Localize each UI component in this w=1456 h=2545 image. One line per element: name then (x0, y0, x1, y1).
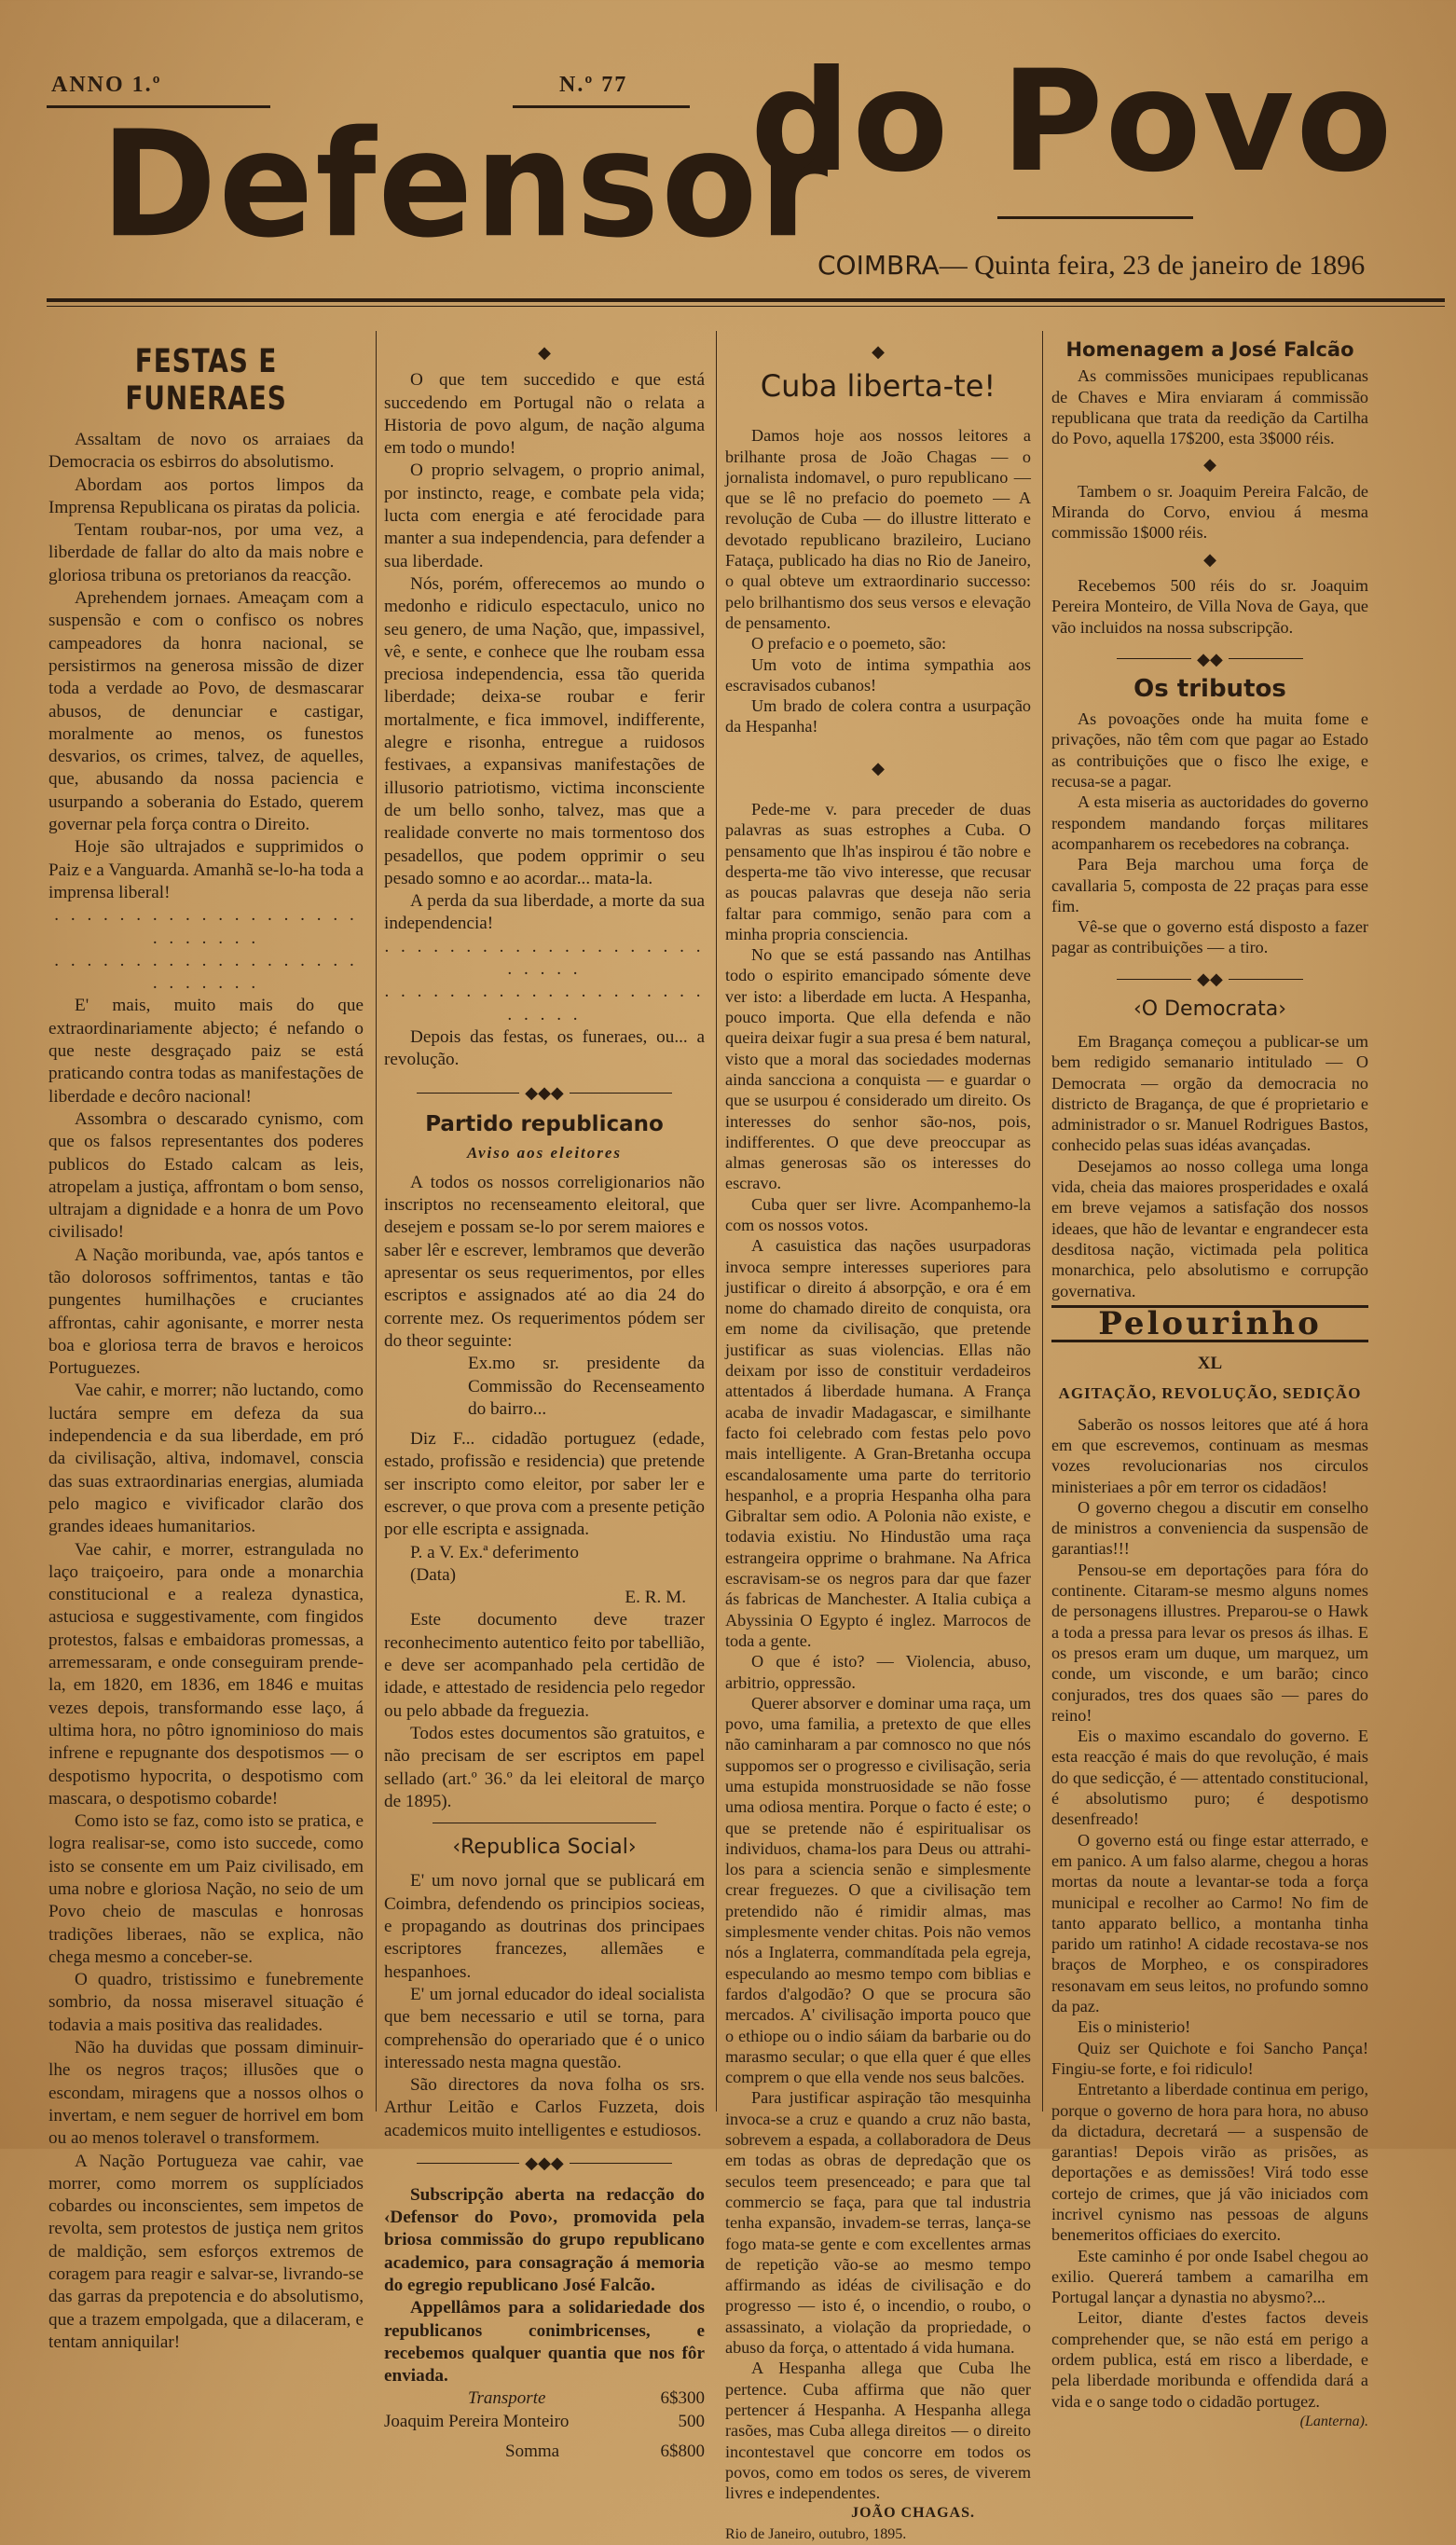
paragraph: Pensou-se em deportações para fóra do continente. Citaram-se mesmo alguns nomes de personagens illustres. Preparou-se o Hawk a toda a pressa para levar os presos ás ilhas. E os presos eram um duque, um marquez, um conde, um visconde, e um barão; cinco conjurados, tres dos quaes são — pares do reino! (1051, 1560, 1368, 1725)
article-headline: Cuba liberta-te! (760, 368, 996, 405)
ledger-amount: 6$800 (660, 2442, 705, 2461)
section-number: XL (1197, 1354, 1223, 1374)
article-headline: FESTAS E FUNERAES (125, 343, 287, 418)
paragraph: A Nação moribunda, vae, após tantos e tão dolorosos soffrimentos, tantas e tão pungentes humilhações e cruciantes affrontas, cahir agonisante, e morrer nesta boa e gloriosa terra de bravos e heroicos Portuguezes. (48, 1245, 364, 1379)
column-rule (1042, 331, 1043, 2112)
diamond-ornament: ◆ (1203, 455, 1216, 475)
paragraph: A Nação Portugueza vae cahir, vae morrer, como morrem os supplíciados cobardes ou inconscientes, sem impetos de revolta, sem protestos de justiça nem gritos de maldição, sem esforços extremos de coragem para reagir e salvar-se, livrando-se das garras da prepotencia e do absolutismo, que a trazem empolgada, que a dilaceram, e tentam anniquilar! (48, 2151, 364, 2352)
paragraph: Quiz ser Quichote e foi Sancho Pança! Fingiu-se forte, e foi ridiculo! (1051, 2038, 1368, 2078)
paragraph: E' um novo jornal que se publicará em Coimbra, defendendo os principios socieas, e propagando as doutrinas dos principaes escriptores francezes, allemães e hespanhoes. (384, 1871, 705, 1982)
issue-year: ANNO 1.º (51, 73, 162, 97)
ledger-label: Transporte (468, 2388, 546, 2409)
issue-number: N.º 77 (559, 73, 628, 97)
paragraph: Para justificar aspiração tão mesquinha invoca-se a cruz e quando a cruz não basta, sobrevem a espada, a collaboradora de Deus em todas as obras de depredação que os seculos teem presenceado; e para que tal commercio se faça, para que tal industria tenha expansão, invadem-se terras, lança-se fogo mata-se gente e com excellentes armas de repetição vão-se ao mesmo tempo affirmando as idéas de civilisação e do progresso — isto é, o incendio, o roubo, o assassinato, a violação da propriedade, o abuso da força, o attentado á vida humana. (725, 2088, 1031, 2358)
paragraph: Assombra o descarado cynismo, com que os falsos representantes dos poderes publicos do Estado calcam as leis, atropelam a justiça, affrontam o bom senso, ultrajam a dignidade e a honra de um Povo civilisado! (48, 1108, 364, 1243)
paragraph: Damos hoje aos nossos leitores a brilhante prosa de João Chagas — o jornalista indomavel, o puro republicano — que se lê no prefacio do poemeto — A revolução de Cuba — do illustre litterato e devotado republicano brazileiro, Luciano Fataça, publicado ha dias no Rio de Janeiro, o qual obteve um extraordinario successo: pelo brilhantismo dos seus versos e elevação de pensamento. (725, 426, 1031, 632)
column-rule (716, 331, 717, 2112)
masthead-title-left: Defensor (101, 100, 831, 271)
dateline-city: COIMBRA (817, 250, 940, 281)
paragraph: Este caminho é por onde Isabel chegou ao exilio. Quererá tambem a camarilha em Portugal lançar a dynastia no abysmo?... (1051, 2246, 1368, 2307)
paragraph: E' um jornal educador do ideal socialista que bem necessario e util se torna, para comprehensão do operariado que é o unico interessado nesta magna questão. (384, 1984, 705, 2072)
section-ornament: ◆◆ (1051, 647, 1368, 669)
paragraph: As commissões municipaes republicanas de Chaves e Mira enviaram á commissão republicana que trata da reedição da Cartilha do Povo, aquella 17$200, esta 3$000 réis. (1051, 366, 1368, 448)
form-body: Diz F... cidadão portuguez (edade, estado, profissão e residencia) que pretende ser inscripto como eleitor, por saber ler e escrever, o que prova com a presente petição por elle escripta e assignada. (384, 1429, 705, 1540)
paragraph: Não ha duvidas que possam diminuir-lhe os negros traços; illusões que o escondam, miragens que a nossos olhos o invertam, e nem seguer de horrivel em bom ou ao menos toleravel o transformem. (48, 2038, 364, 2149)
paragraph: A perda da sua liberdade, a morte da sua independencia! (384, 891, 705, 934)
section-title: ‹Republica Social› (452, 1836, 637, 1860)
article-headline: AGITAÇÃO, REVOLUÇÃO, SEDIÇÃO (1058, 1384, 1362, 1403)
ellipsis-divider: . . . . . . . . . . . . . . . . . . . . . . . . . (384, 936, 705, 980)
section-subtitle: Aviso aos eleitores (466, 1143, 623, 1162)
paragraph: Abordam aos portos limpos da Imprensa Republicana os piratas da policia. (48, 475, 364, 517)
paragraph: Para Beja marchou uma força de cavallaria 5, composta de 22 praças para esse fim. (1051, 855, 1368, 915)
paragraph: No que se está passando nas Antilhas todo o espirito emancipado sómente deve ver isto: a liberdade em lucta. A Hespanha, pouco importa. Que ella defenda e não queira deixar fugir a sua presa é bem natural, visto que a moral das sociedades modernas ainda sancciona a conquista — e guardar o que se usurpou é considerado um direito. Os interesses do senhor são-nos, pois, indifferentes. O que deve preoccupar as almas generosas são os interesses do escravo. (725, 945, 1031, 1193)
masthead-divider (47, 306, 1445, 307)
form-date: (Data) (410, 1564, 456, 1585)
section-title: ‹O Democrata› (1133, 997, 1286, 1021)
subscription-appeal: Appellâmos para a solidariedade dos republicanos conimbricenses, e recebemos qualquer quantia que nos fôr enviada. (384, 2298, 705, 2387)
section-title: Homenagem a José Falcão (1065, 338, 1354, 361)
paragraph: Pede-me v. para preceder de duas palavras as suas estrophes a Cuba. O pensamento que lh'as inspirou é tão nobre e desperta-me tão vivo interesse, que recusar as poucas palavras que deseja não seria faltar para commigo, senão para com a minha propria consciencia. (725, 800, 1031, 943)
ledger-row (384, 2433, 705, 2463)
paragraph: São directores da nova folha os srs. Arthur Leitão e Carlos Fuzzeta, dois academicos muito intelligentes e estudiosos. (384, 2075, 705, 2140)
paragraph: O prefacio e o poemeto, são: (751, 634, 947, 653)
article-dateline: Rio de Janeiro, outubro, 1895. (725, 2525, 907, 2542)
ledger-row (384, 2411, 705, 2433)
paragraph: Vae cahir, e morrer, estrangulada no laço traiçoeiro, para onde a monarchia constitucional e a realeza dynastica, astuciosa e suggestivamente, com fingidos protestos, falsas e embaidoras promessas, a arremessaram, e onde conseguiram prende-la, em 1820, em 1836, em 1846 e muitas vezes depois, transformando esse laço, á ultima hora, no pôtro ignominioso do mais infrene e repugnante dos despotismos — o despotismo hypocrita, o despotismo com mascara, o despotismo cobarde! (48, 1539, 364, 1809)
paragraph: Querer absorver e dominar uma raça, um povo, uma familia, a pretexto de que elles não caminharam a par comnosco no que nós suppomos ser o progresso e civilisação, seria uma estupida monstruosidade se não fosse uma odiosa mentira. Porque o facto é este; o que se pretende não é espiritualisar os individuos, chama-los para Deus ou attrahi-los para a sciencia senão e simplesmente crear freguezes. O que a civilisação tem pretendido não é rimidir almas, mas simplesmente vender chitas. Pois não vemos nós a Inglaterra, commandítada pela egreja, especulando ao mesmo tempo com biblias e fardos d'algodão? O que se procura são mercados. A' civilisação importa pouco que o ethiope ou o indio sáiam da barbarie ou do marasmo secular; o que ella quer é que elles comprem o que ella vende nos seus balcões. (725, 1693, 1031, 2087)
form-erm: E. R. M. (625, 1588, 686, 1608)
paragraph: Um brado de colera contra a usurpação da Hespanha! (725, 696, 1031, 736)
paragraph: Como isto se faz, como isto se pratica, e logra realisar-se, como isto succede, como isto se consente em um Paiz civilisado, em uma nobre e gloriosa Nação, no seio de um Povo cheio de masculas e honrosas tradições liberaes, não se explica, não chega mesmo a conceber-se. (48, 1811, 364, 1967)
ledger-label: Joaquim Pereira Monteiro (384, 2411, 570, 2431)
paragraph: Eis o maximo escandalo do governo. E esta reacção é mais do que revolução, é mais do que sedicção, é — attentado constitucional, é absolutismo puro; é despotismo desenfreado! (1051, 1726, 1368, 1829)
paragraph: A esta miseria as auctoridades do governo respondem mandando forças militares acompanharem os recebedores na cobrança. (1051, 792, 1368, 853)
paragraph: E' mais, muito mais do que extraordinariamente abjecto; é nefando o que neste desgraçado paiz se está praticando contra todas as manifestações de liberdade e decôro nacional! (48, 996, 364, 1107)
subscription-ledger (384, 2387, 705, 2463)
paragraph: Leitor, diante d'estes factos deveis comprehender que, se não está em perigo a ordem publica, está em risco a liberdade, e pela liberdade moribunda e offendida dará a vida e o sange todo o cidadão portugez. (1051, 2308, 1368, 2411)
paragraph: A todos os nossos correligionarios não inscriptos no recenseamento eleitoral, que desejem e possam se-lo por serem maiores e saber lêr e escrever, lembramos que deverão apresentar os seus requerimentos, por elles escriptos e assignados até ao dia 24 do corrente mez. Os requerimentos pódem ser do theor seguinte: (384, 1172, 705, 1351)
ledger-row (384, 2387, 705, 2410)
paragraph: Um voto de intima sympathia aos escravisados cubanos! (725, 654, 1031, 695)
paragraph: Nós, porém, offerecemos ao mundo o medonho e ridiculo espectaculo, unico no seu genero, de uma Nação, que, impassivel, vê, e sente, e conhece que lhe roubam essa preciosa independencia, essa tão querida liberdade; deixa-se roubar e ferir mortalmente, e fica immovel, indifferente, alegre e risonha, entregue a ruidosos festivaes, a expansivas manifestações de illusorio patriotismo, victima inconsciente de um bello sonho, talvez, mas que a realidade converte no mais tormentoso dos pesadellos, que podem opprimir o seu pesado somno e ao acordar... mata-la. (384, 573, 705, 888)
diamond-ornament: ◆ (538, 343, 551, 362)
masthead-title-right: do Povo (750, 41, 1394, 203)
column-rule (376, 331, 377, 2112)
paragraph: Tentam roubar-nos, por uma vez, a liberdade de fallar do alto da mais nobre e gloriosa tribuna os pretorianos da reacção. (48, 520, 364, 585)
paragraph: A Hespanha allega que Cuba lhe pertence. Cuba affirma que não quer pertencer á Hespanha. A Hespanha allega rasões, mas Cuba allega direitos — o direito incontestavel que concorre em todos os povos, como em todos os seres, de viverem livres e independentes. (725, 2359, 1031, 2503)
column-4 (1051, 336, 1368, 2432)
paragraph: O governo chegou a discutir em conselho de ministros a conveniencia da suspensão de garantias!!! (1051, 1497, 1368, 1559)
section-title: Partido republicano (425, 1112, 664, 1137)
paragraph: Vae cahir, e morrer; não luctando, como luctára sempre em defeza da sua independencia e da sua liberdade, em pró da civilisação, altiva, indomavel, conscia das suas extraordinarias energias, alumiada pelo magico e vivificador clarão dos grandes ideaes humanitarios. (48, 1381, 364, 1537)
diamond-ornament: ◆ (872, 758, 885, 777)
column-3 (725, 336, 1031, 2545)
paragraph: Tambem o sr. Joaquim Pereira Falcão, de Miranda do Corvo, enviou á mesma commissão 1$000 réis. (1051, 481, 1368, 543)
section-title: Os tributos (1133, 674, 1286, 703)
paragraph: Depois das festas, os funeraes, ou... a revolução. (384, 1026, 705, 1070)
author-signature: JOÃO CHAGAS. (851, 2505, 975, 2522)
paragraph: O que tem succedido e que está succedendo em Portugal não o relata a Historia de povo algum, de nação alguma em todo o mundo! (384, 370, 705, 459)
subscription-notice: Subscripção aberta na redacção do ‹Defensor do Povo›, promovida pela briosa commissão do grupo republicano academico, para consagração á memoria do egregio republicano José Falcão. (384, 2184, 705, 2295)
column-2 (384, 336, 705, 2463)
column-1 (48, 336, 364, 2354)
section-ornament: ◆◆◆ (384, 2152, 705, 2175)
paragraph: Aprehendem jornaes. Ameaçam com a suspensão e com o confisco os nobres campeadores da honra nacional, se persistirmos na generosa missão de dizer toda a verdade ao Povo, de desmascarar abusos, de denunciar e castigar, moralmente ao menos, os funestos desvarios, os crimes, talvez, de aquelles, que, abusando da nossa paciencia e usurpando a soberania do Estado, querem governar pela força contra o Direito. (48, 588, 364, 835)
diamond-ornament: ◆ (872, 342, 885, 361)
ledger-label: Somma (505, 2442, 560, 2461)
paragraph: Assaltam de novo os arraiaes da Democracia os esbirros do absolutismo. (48, 430, 364, 473)
paragraph: Recebemos 500 réis do sr. Joaquim Pereira Monteiro, de Villa Nova de Gaya, que vão incluidos na nossa subscripção. (1051, 575, 1368, 637)
section-banner: Pelourinho (1051, 1305, 1368, 1342)
ellipsis-divider: . . . . . . . . . . . . . . . . . . . . . . . . . (384, 982, 705, 1025)
paragraph: O que é isto? — Violencia, abuso, arbitrio, oppressão. (725, 1652, 1031, 1692)
paragraph: A casuistica das nações usurpadoras invoca sempre interesses superiores para justificar o direito á absorpção, e ora é em nome do chamado direito de conquista, ora em nome da civilisação, que pretende justificar as suas violencias. Ellas não deixam por isso de constituir verdadeiros attentados á liberdade humana. A França acaba de invadir Madagascar, e similhante facto foi celebrado com festas pelo povo mais intelligente. A Gran-Bretanha occupa escandalosamente uma parte do territorio hespanhol, e a propria Hespanha olha para Gibraltar sem odio. A Polonia não existe, e todavia existiu. No Hindustão uma raça estrangeira opprime o brahmane. Na Africa escravisam-se os negros para dar que fazer ás fabricas de Manchester. A Italia cubiça a Abyssinia O Egypto é inglez. Marrocos de toda a gente. (725, 1236, 1031, 1650)
section-ornament: ◆◆ (1051, 968, 1368, 990)
paragraph: Cuba quer ser livre. Acompanhemo-la com os nossos votos. (725, 1194, 1031, 1234)
masthead-rule (997, 216, 1193, 219)
paragraph: Todos estes documentos são gratuitos, e não precisam de ser escriptos em papel sellado (art.º 36.º da lei eleitoral de março de 1895). (384, 1723, 705, 1811)
dateline (817, 250, 1365, 282)
section-ornament: ◆◆◆ (384, 1081, 705, 1105)
paragraph: Eis o ministerio! (1078, 2017, 1191, 2037)
dateline-date: — Quinta feira, 23 de janeiro de 1896 (939, 250, 1366, 281)
paragraph: O quadro, tristissimo e funebremente sombrio, da nossa miseravel situação é todavia a mais positiva das realidades. (48, 1970, 364, 2035)
paragraph: Desejamos ao nosso collega uma longa vida, cheia das maiores prosperidades e oxalá em breve vejamos a satisfação dos nossos ideaes, que hão de levantar e engrandecer esta desditosa nação, victimada pela politica monarchica, pelo absolutismo e corrupção governativa. (1051, 1156, 1368, 1300)
paragraph: O proprio selvagem, o proprio animal, por instincto, reage, e combate pela vida; lucta com energia e até ferocidade para manter a sua independencia, para defender a sua liberdade. (384, 461, 705, 571)
ledger-amount: 500 (678, 2411, 705, 2431)
paragraph: Saberão os nossos leitores que até á hora em que escrevemos, continuam as mesmas vozes revolucionarias nos circulos ministeriaes a pôr em terror os cidadãos! (1051, 1414, 1368, 1496)
form-address: Ex.mo sr. presidente da Commissão do Recenseamento do bairro... (468, 1354, 705, 1419)
paragraph: Entretanto a liberdade continua em perigo, porque o governo de hora para hora, no abuso da dictadura, decretará — a suspensão de garantias! Depois virão as prisões, as deportações e as demissões! Virá todo esse cortejo de crimes, que já vão iniciados com incrivel cynismo nas pessoas de alguns benemeritos officiaes do exercito. (1051, 2080, 1368, 2245)
paragraph: O governo está ou finge estar atterrado, e em panico. A um falso alarme, chegou a horas mortas da noute a levantar-se toda a força municipal e recolher ao Carmo! No fim de tanto apparato bellico, a montanha tinha parido um ratinho! A cidade recostava-se nos braços de Morpheo, e os conspiradores resonavam em seus leitos, no profundo somno da paz. (1051, 1830, 1368, 2016)
diamond-ornament: ◆ (1203, 549, 1216, 569)
ellipsis-divider: . . . . . . . . . . . . . . . . . . . . . . . . . . (54, 950, 358, 994)
ellipsis-divider: . . . . . . . . . . . . . . . . . . . . . . . . . . (54, 905, 358, 948)
paragraph: As povoações onde ha muita fome e privações, não têm com que pagar ao Estado as contribuições que o fisco lhe exige, e recusa-se a pagar. (1051, 709, 1368, 791)
form-closing: P. a V. Ex.ª deferimento (410, 1542, 579, 1562)
masthead-divider (47, 298, 1445, 302)
ledger-amount: 6$300 (660, 2388, 705, 2409)
paragraph: Em Bragança começou a publicar-se um bem redigido semanario intitulado — O Democrata — orgão da democracia no districto de Bragança, de que é proprietario e administrador o sr. Manuel Rodrigues Bastos, conhecido pelas suas idéas avançadas. (1051, 1031, 1368, 1155)
paragraph: Hoje são ultrajados e supprimidos o Paiz e a Vanguarda. Amanhã se-lo-ha toda a imprensa liberal! (48, 837, 364, 902)
source-attribution: (Lanterna). (1299, 2413, 1368, 2429)
paragraph: Este documento deve trazer reconhecimento autentico feito por tabellião, e deve ser acompanhado pela certidão de idade, e attestado de residencia pelo regedor ou pelo abbade da freguezia. (384, 1610, 705, 1721)
paragraph: Vê-se que o governo está disposto a fazer pagar as contribuições — a tiro. (1051, 917, 1368, 957)
